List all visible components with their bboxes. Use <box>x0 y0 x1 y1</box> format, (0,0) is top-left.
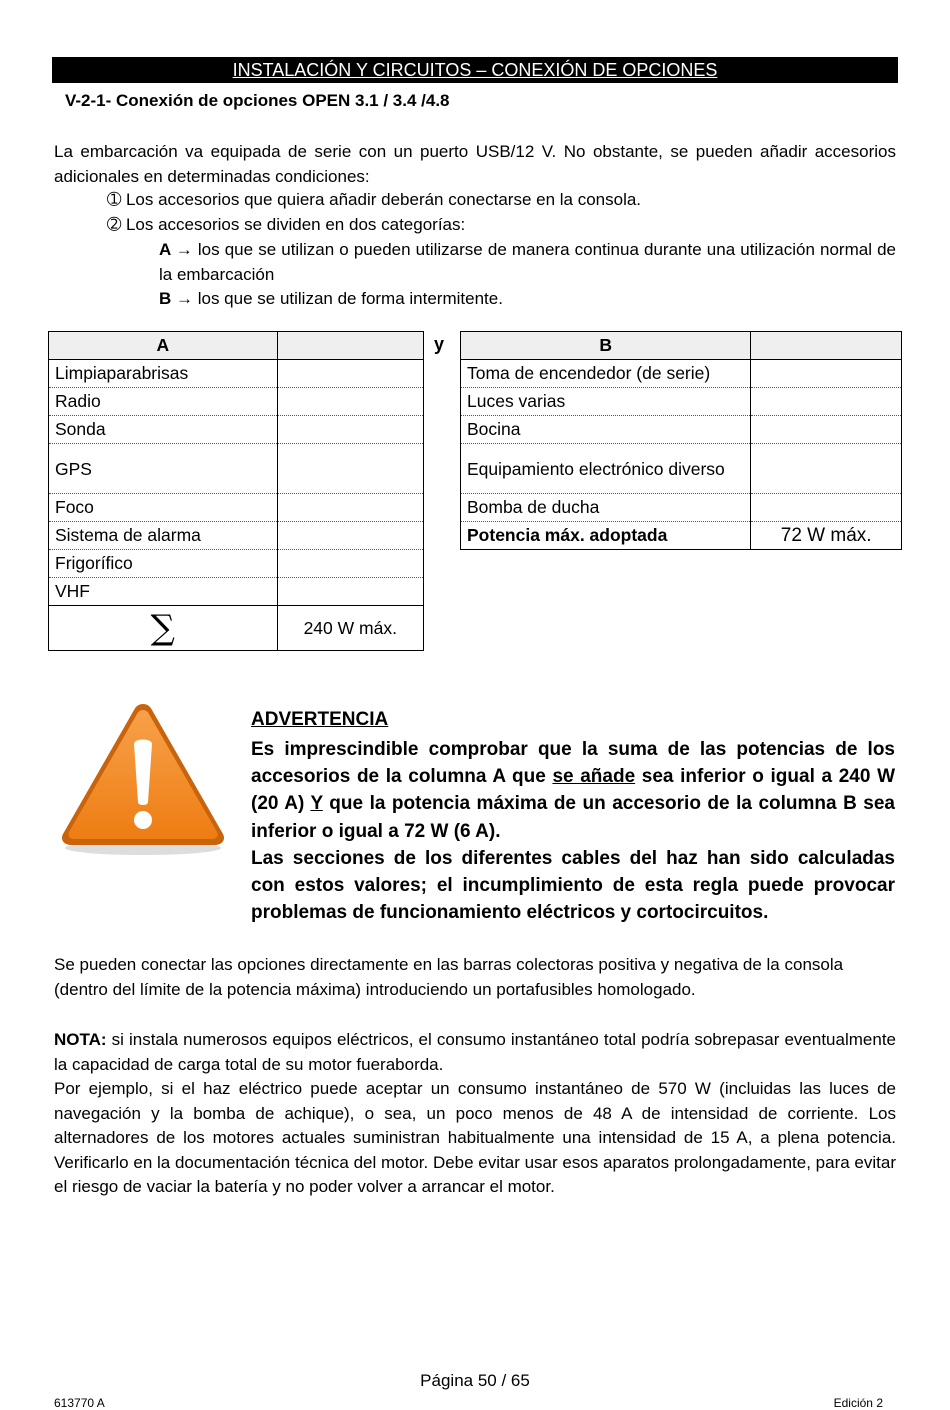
table-row <box>49 522 424 550</box>
table-b-max-value: 72 W máx. <box>751 522 902 550</box>
table-a-cell: Sonda <box>49 416 278 444</box>
table-b-cell: Bocina <box>461 416 751 444</box>
table-b-max-label: Potencia máx. adoptada <box>461 522 751 550</box>
accessories-table-a <box>48 331 424 651</box>
table-b-max-row <box>461 522 902 550</box>
table-b-header-row <box>461 332 902 360</box>
warning-paragraph-1 <box>251 736 895 845</box>
condition-item-1: ➀ Los accesorios que quiera añadir deberán conectarse en la consola. <box>107 190 642 209</box>
table-b-cell: Equipamiento electrónico diverso <box>461 444 751 494</box>
condition-item-2: ➁ Los accesorios se dividen en dos categorías: <box>107 215 466 234</box>
table-a-cell: Sistema de alarma <box>49 522 278 550</box>
warning-triangle-icon <box>57 698 229 858</box>
category-b-label: B → <box>159 289 193 308</box>
category-a-text: los que se utilizan o pueden utilizarse de manera continua durante una utilización normal de la embarcación <box>159 240 896 284</box>
table-a-sum-row <box>49 606 424 651</box>
table-row <box>461 416 902 444</box>
warning-text-part: sea inferior o igual a 240 W (20 A) <box>251 766 895 815</box>
table-a-header: A <box>49 332 278 360</box>
note-text: si instala numerosos equipos eléctricos, el consumo instantáneo total podría sobrepasar eventualmente la capacidad de carga total de su motor fueraborda. <box>54 1030 896 1074</box>
table-row <box>461 444 902 494</box>
table-b-cell: Toma de encendedor (de serie) <box>461 360 751 388</box>
warning-underlined-text: Y <box>310 793 323 815</box>
category-a-label: A → <box>159 240 193 259</box>
table-row <box>461 360 902 388</box>
note-paragraph <box>54 1028 896 1077</box>
note-label: NOTA: <box>54 1030 107 1049</box>
table-b-cell: Bomba de ducha <box>461 494 751 522</box>
connection-paragraph: Se pueden conectar las opciones directamente en las barras colectoras positiva y negativa de la consola (dentro del límite de la potencia máxima) introduciendo un portafusibles homologado. <box>54 955 844 999</box>
table-row <box>461 388 902 416</box>
table-a-cell: GPS <box>49 444 278 494</box>
warning-text-part: que la potencia máxima de un accesorio de la columna B sea inferior o igual a 72 W (6 A). <box>251 793 895 842</box>
table-a-cell: VHF <box>49 578 278 606</box>
table-row <box>49 416 424 444</box>
accessories-table-b <box>460 331 902 550</box>
warning-underlined-text: se añade <box>552 766 636 788</box>
table-row <box>49 388 424 416</box>
warning-title: ADVERTENCIA <box>251 709 389 730</box>
table-row <box>461 494 902 522</box>
section-title: V-2-1- Conexión de opciones OPEN 3.1 / 3.4 /4.8 <box>65 91 450 110</box>
example-paragraph: Por ejemplo, si el haz eléctrico puede aceptar un consumo instantáneo de 570 W (incluidas las luces de navegación y la bomba de achique), o sea, un poco menos de 48 A de intensidad de corriente. Los alternadores de los motores actuales suministran habitualmente una intensidad de 15 A, a plena potencia. Verificarlo en la documentación técnica del motor. Debe evitar usar esos aparatos prolongadamente, para evitar el riesgo de vaciar la batería y no poder volver a arrancar el motor. <box>54 1079 896 1196</box>
table-b-header: B <box>461 332 751 360</box>
intro-paragraph: La embarcación va equipada de serie con un puerto USB/12 V. No obstante, se pueden añadir accesorios adicionales en determinadas condiciones: <box>54 142 896 186</box>
table-a-header-row <box>49 332 424 360</box>
warning-text-part: Es imprescindible comprobar que la suma de las potencias de los accesorios de la columna A que <box>251 739 895 788</box>
table-row <box>49 444 424 494</box>
table-row <box>49 360 424 388</box>
table-a-cell: Frigorífico <box>49 550 278 578</box>
document-code: 613770 A <box>54 1396 105 1410</box>
table-a-sum-value: 240 W máx. <box>277 606 423 651</box>
table-row <box>49 550 424 578</box>
category-b-text: los que se utilizan de forma intermitente. <box>193 289 503 308</box>
page-header-title: INSTALACIÓN Y CIRCUITOS – CONEXIÓN DE OPCIONES <box>52 57 898 83</box>
warning-paragraph-2: Las secciones de los diferentes cables del haz han sido calculadas con estos valores; el incumplimiento de esta regla puede provocar problemas de funcionamiento eléctricos y cortocircuitos. <box>251 847 895 924</box>
edition-label: Edición 2 <box>833 1396 883 1410</box>
table-b-cell: Luces varias <box>461 388 751 416</box>
table-a-cell: Foco <box>49 494 278 522</box>
page-number: Página 50 / 65 <box>420 1371 530 1390</box>
table-row <box>49 578 424 606</box>
category-a-description <box>159 238 896 287</box>
sum-symbol: ∑ <box>49 606 278 651</box>
table-connector-y: y <box>434 334 445 354</box>
table-a-cell: Limpiaparabrisas <box>49 360 278 388</box>
table-row <box>49 494 424 522</box>
category-b-description <box>159 287 896 312</box>
warning-text <box>251 736 895 926</box>
table-a-cell: Radio <box>49 388 278 416</box>
